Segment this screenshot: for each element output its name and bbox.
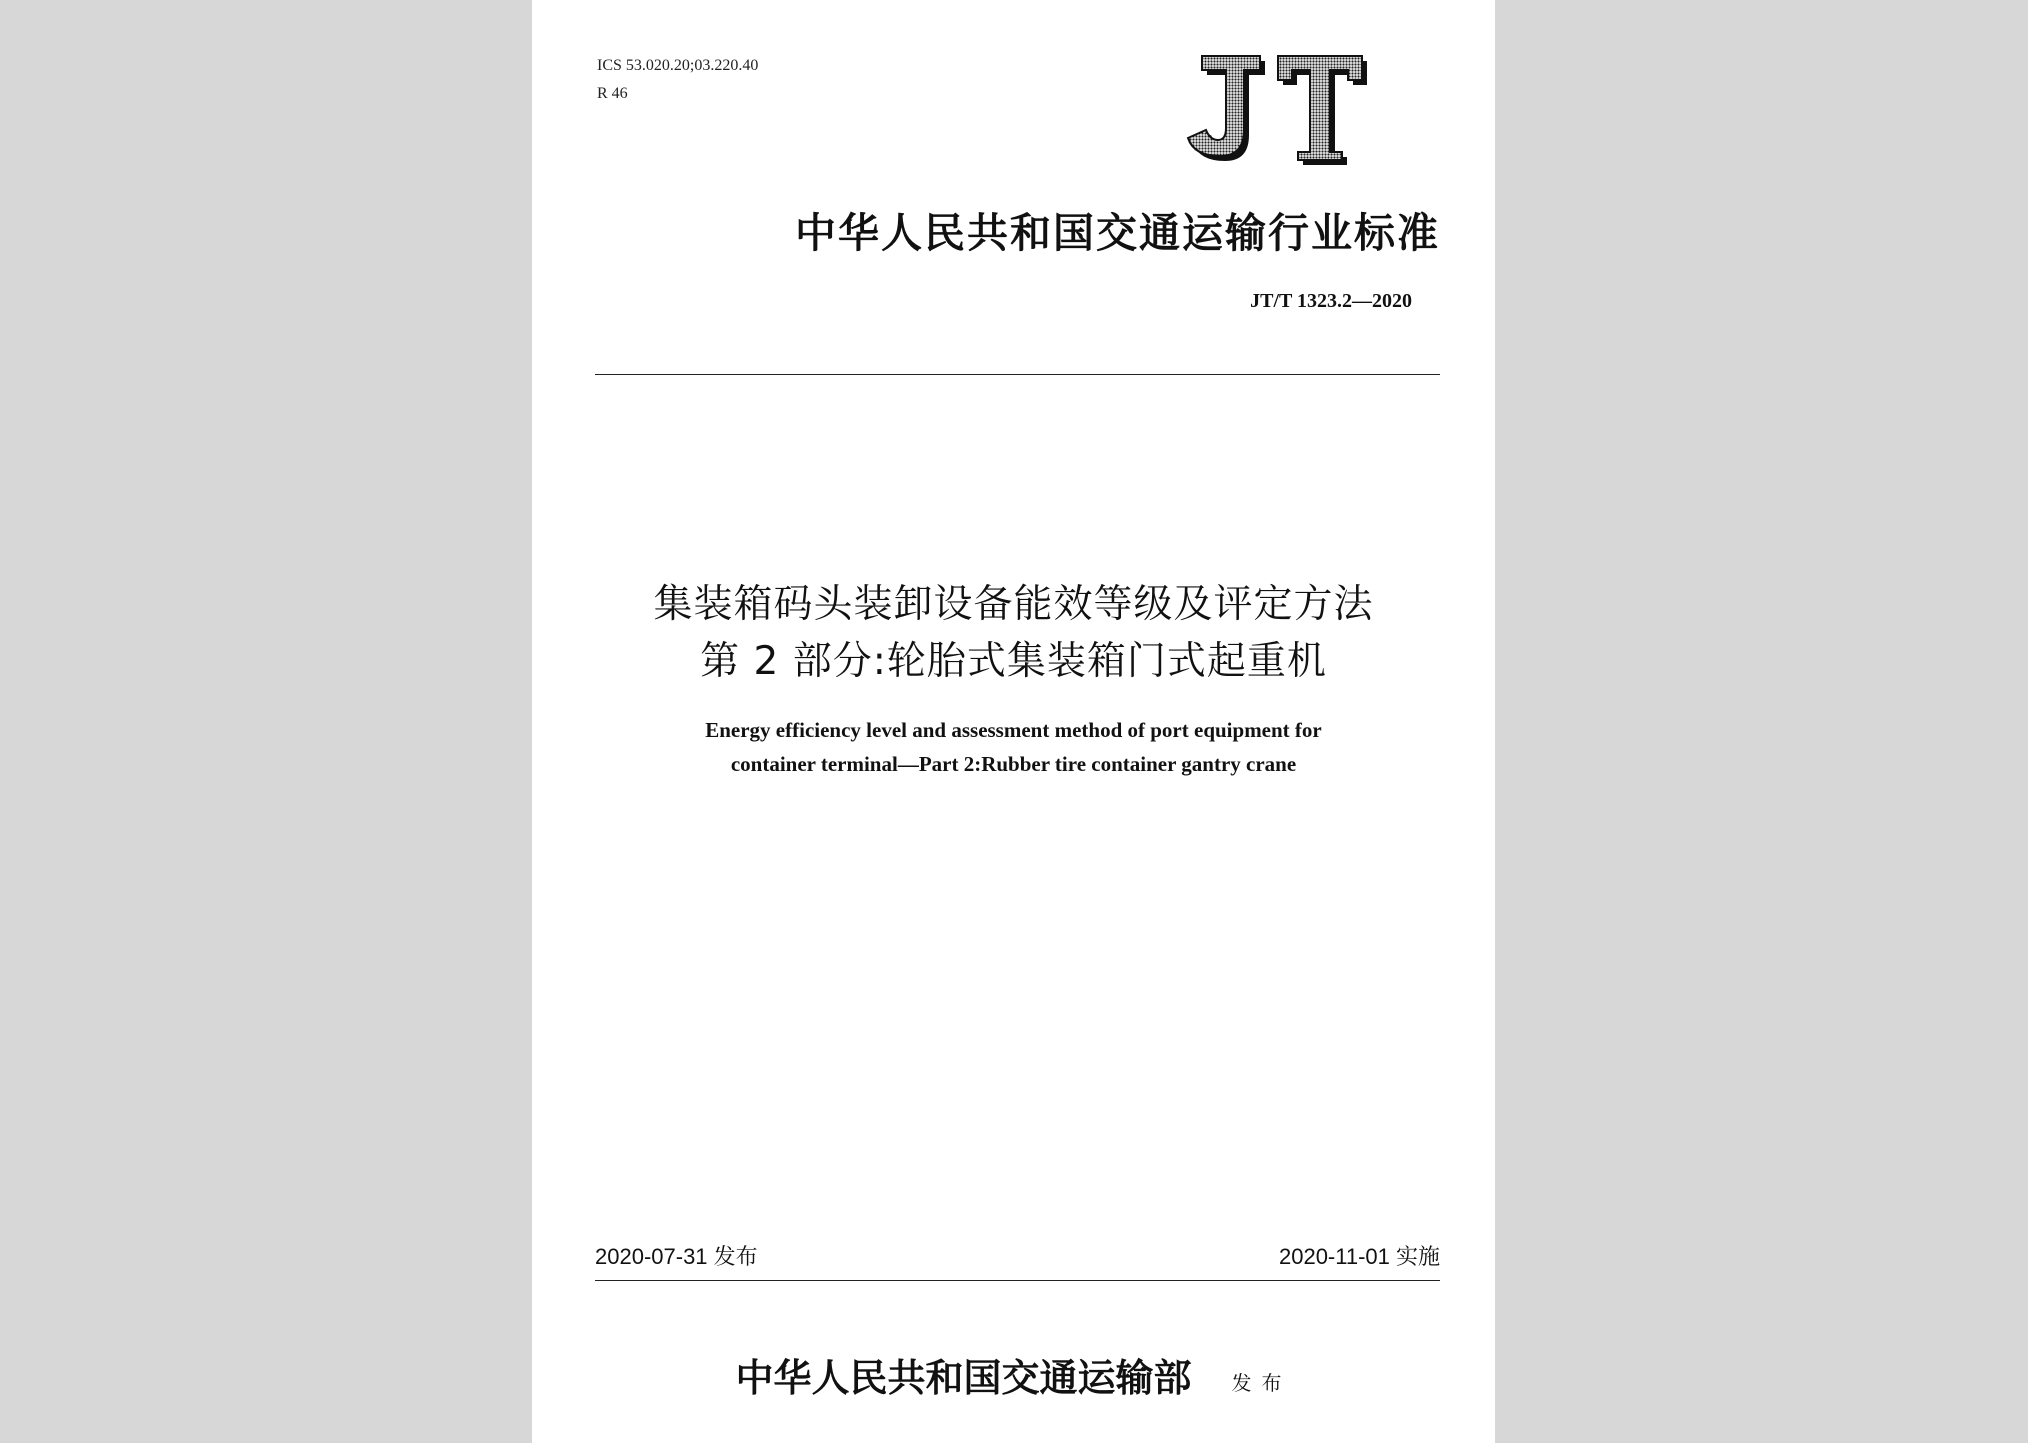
footer-divider: [595, 1280, 1440, 1281]
jt-logo: [1180, 42, 1380, 172]
ics-code: ICS 53.020.20;03.220.40: [597, 57, 759, 74]
title-cn-line2: 第 2 部分:轮胎式集装箱门式起重机: [700, 639, 1327, 684]
publish-date: 2020-07-31 发布: [595, 1244, 758, 1269]
implement-date: 2020-11-01 实施: [1278, 1244, 1440, 1269]
issuer-action: 发布: [1231, 1371, 1292, 1395]
industry-standard-title: 中华人民共和国交通运输行业标准: [795, 209, 1440, 257]
issuer: [532, 1347, 1495, 1402]
standard-number: JT/T 1323.2—2020: [1250, 290, 1412, 312]
document-page: [532, 0, 1495, 1443]
issuer-name: 中华人民共和国交通运输部: [735, 1355, 1192, 1400]
title-cn-line1: 集装箱码头装卸设备能效等级及评定方法: [653, 582, 1374, 627]
title-en-line2: container terminal—Part 2:Rubber tire container gantry crane: [730, 752, 1297, 776]
classification-codes: [597, 52, 758, 108]
header-divider: [595, 374, 1440, 375]
title-en-line1: Energy efficiency level and assessment method of port equipment for: [705, 718, 1322, 742]
ccs-code: R 46: [597, 85, 628, 102]
